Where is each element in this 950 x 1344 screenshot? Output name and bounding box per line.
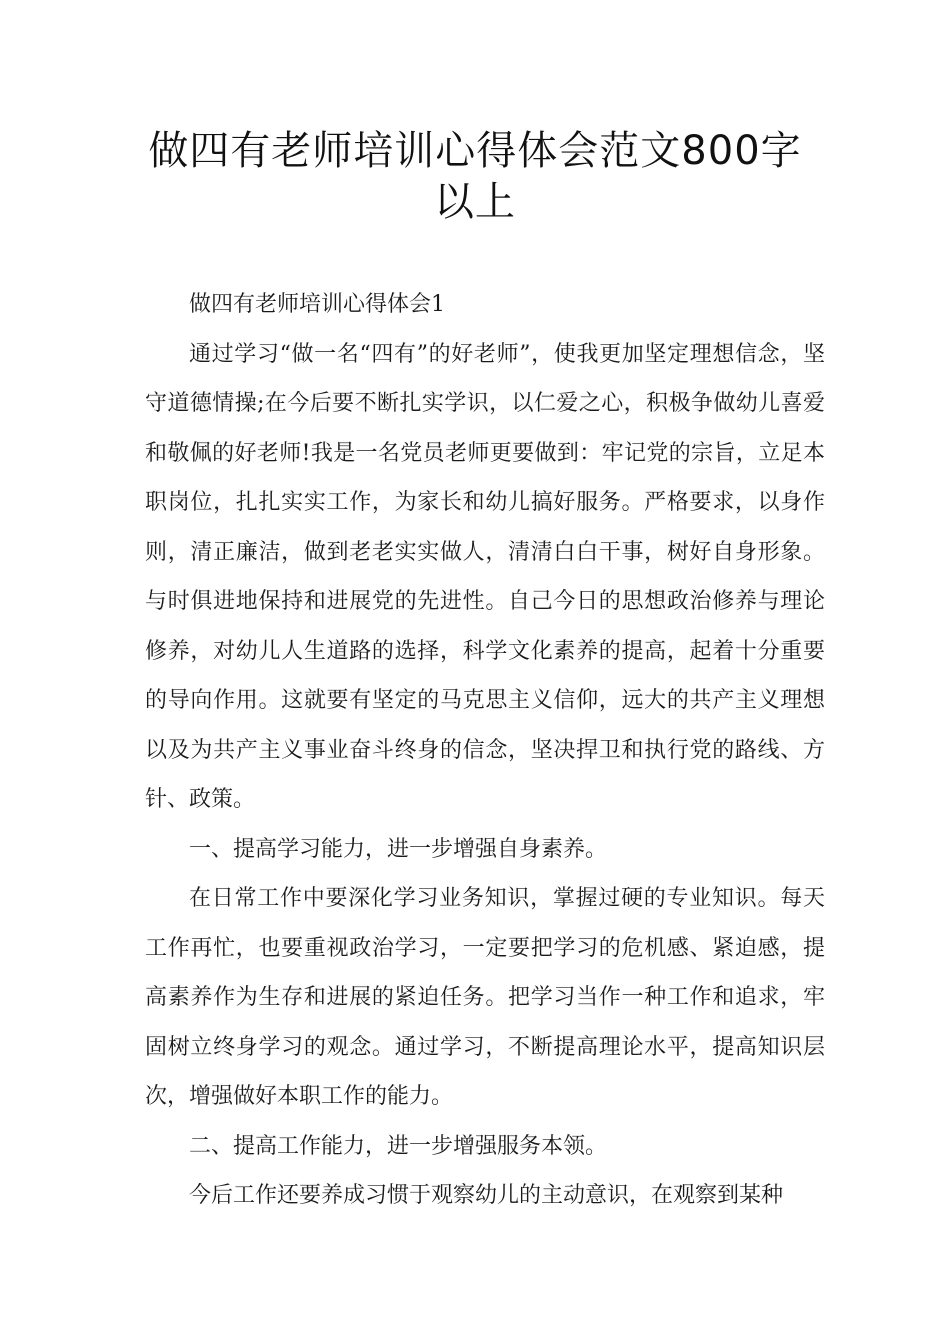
body-paragraph: 在日常工作中要深化学习业务知识，掌握过硬的专业知识。每天工作再忙，也要重视政治学习，一定要把学习的危机感、紧迫感，提高素养作为生存和进展的紧迫任务。把学习当作一种工作和追求，牢固树立终身学习的观念。通过学习，不断提高理论水平，提高知识层次，增强做好本职工作的能力。 [145, 886, 825, 1109]
document-title: 做四有老师培训心得体会范文800字以上 [148, 128, 802, 225]
body-paragraph: 通过学习“做一名“四有”的好老师”，使我更加坚定理想信念，坚守道德情操;在今后要不断扎实学识，以仁爱之心，积极争做幼儿喜爱和敬佩的好老师!我是一名党员老师更要做到：牢记党的宗旨，立足本职岗位，扎扎实实工作，为家长和幼儿搞好服务。严格要求，以身作则，清正廉洁，做到老老实实做人，清清白白干事，树好自身形象。与时俱进地保持和进展党的先进性。自己今日的思想政治修养与理论修养，对幼儿人生道路的选择，科学文化素养的提高，起着十分重要的导向作用。这就要有坚定的马克思主义信仰，远大的共产主义理想以及为共产主义事业奋斗终身的信念，坚决捍卫和执行党的路线、方针、政策。 [145, 341, 825, 812]
body-paragraph: 今后工作还要养成习惯于观察幼儿的主动意识，在观察到某种 [189, 1183, 784, 1208]
section-heading: 做四有老师培训心得体会1 [189, 292, 445, 317]
section-heading: 二、提高工作能力，进一步增强服务本领。 [189, 1133, 608, 1159]
document-body [145, 280, 825, 1221]
section-heading: 一、提高学习能力，进一步增强自身素养。 [189, 836, 608, 862]
